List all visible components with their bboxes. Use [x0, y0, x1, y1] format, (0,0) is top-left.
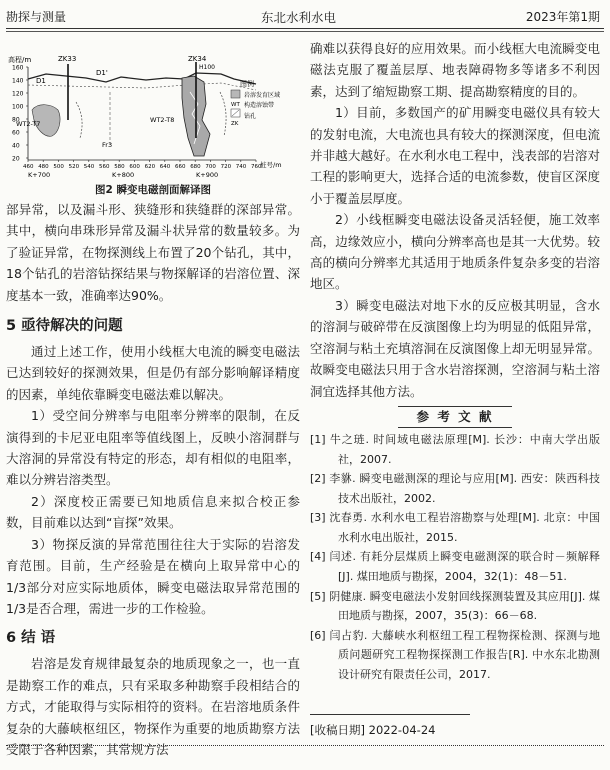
- reference-list: [310, 430, 600, 685]
- paragraph: 2）深度校正需要已知地质信息来拟合校正参数，目前难以达到“盲探”效果。: [6, 493, 300, 531]
- label-fr3: Fr3: [102, 141, 113, 149]
- reference-item: [2] 李貅. 瞬变电磁测深的理论与应用[M]. 西安：陕西科技技术出版社，2002.: [310, 472, 600, 505]
- label-h100: H100: [199, 64, 215, 71]
- x-tick-label: 460: [23, 164, 34, 170]
- y-tick-label: 60: [12, 129, 20, 137]
- y-tick-label: 80: [12, 116, 20, 124]
- x-tick-label: 600: [129, 164, 140, 170]
- label-wt2-t7: WT2-T7: [16, 120, 41, 128]
- legend-title: 图例: [240, 80, 254, 88]
- borehole-label-zk33: ZK33: [58, 55, 77, 63]
- received-date: [收稿日期] 2022-04-24: [310, 723, 436, 737]
- mileage-k700: K+700: [28, 171, 51, 179]
- reference-item: [1] 牛之琏. 时间域电磁法原理[M]. 长沙：中南大学出版社，2007.: [310, 432, 600, 466]
- header-journal: 东北水利水电: [261, 10, 337, 25]
- paragraph: 1）受空间分辨率与电阻率分辨率的限制，在反演得到的卡尼亚电阻率等值线图上，反映小溶洞群与大溶洞的异常没有特定的形态，却有相似的电阻率，难以分辨岩溶类型。: [6, 408, 300, 488]
- x-tick-label: 480: [38, 164, 49, 170]
- section-6-heading: 6 结 语: [6, 630, 56, 647]
- received-rule: [310, 714, 470, 715]
- reference-item: [4] 闫述. 有耗分层煤质上瞬变电磁测深的联合时－频解释[J]. 煤田地质与勘探，2004，32(1)：48－51.: [310, 550, 600, 584]
- x-tick-label: 660: [175, 164, 186, 170]
- legend-code-zk: ZK: [231, 121, 239, 127]
- running-header: [6, 2, 604, 30]
- paragraph: 通过上述工作，使用小线框大电流的瞬变电磁法已达到较好的探测效果，但是仍有部分影响解译精度的因素，单纯依靠瞬变电磁法难以解决。: [6, 344, 300, 402]
- reference-item: [3] 沈春勇. 水利水电工程岩溶勘察与处理[M]. 北京：中国水利水电出版社，2015.: [310, 511, 600, 544]
- y-tick-label: 100: [12, 103, 24, 111]
- x-tick-label: 520: [68, 164, 80, 170]
- left-column: [6, 199, 300, 760]
- borehole-label-zk34: ZK34: [188, 55, 207, 63]
- paragraph: 岩溶是发育规律最复杂的地质现象之一，也一直是勘察工作的难点，只有采取多种勘察手段相结合的方式，才能取得与实际相符的资料。在岩溶地质条件复杂的大藤峡枢纽区，物探作为重要的地质勘察方法受限于各种因素，其常规方法: [6, 656, 300, 757]
- y-tick-label: 160: [12, 64, 24, 72]
- label-d1: D1: [36, 77, 46, 85]
- tem-profile-figure: [6, 52, 300, 196]
- x-tick-label: 500: [53, 164, 64, 170]
- legend-karst-zone: 岩溶发育区域: [244, 92, 281, 99]
- reference-item: [6] 闫占豹. 大藤峡水利枢纽工程工程物探检测、探测与地质问题研究工程物探探测工作报告[R]. 中水东北勘测设计研究有限责任公司，2017.: [310, 628, 600, 682]
- header-section: 勘探与测量: [6, 10, 67, 24]
- paragraph: 2）小线框瞬变电磁法设备灵活轻便，施工效率高，边缘效应小，横向分辨率高也是其一大优势。较高的横向分辨率尤其适用于地质条件复杂多变的岩溶地区。: [310, 212, 600, 292]
- x-tick-label: 760: [251, 164, 262, 170]
- legend-code-wt: WT: [231, 102, 240, 108]
- paragraph: 3）瞬变电磁法对地下水的反应极其明显，含水的溶洞与破碎带在反演图像上均为明显的低阻异常，空溶洞与粘土充填溶洞在反演图像上却无明显异常。故瞬变电磁法只用于含水岩溶探测，空溶洞与粘土溶洞宜选择其他方法。: [310, 297, 600, 399]
- legend-structural-zone: 构造溶蚀带: [244, 102, 275, 109]
- y-tick-label: 40: [12, 142, 20, 150]
- x-tick-label: 580: [114, 164, 125, 170]
- y-axis-label: 高程/m: [8, 56, 32, 64]
- label-d1-prime: D1': [96, 69, 108, 77]
- header-rule-thin: [6, 31, 604, 32]
- header-rule: [6, 28, 604, 29]
- paragraph-continued: 确难以获得良好的应用效果。而小线框大电流瞬变电磁法克服了覆盖层厚、地表障碍物多等诸多不利因素，达到了缩短勘察工期、提高勘察精度的目的。: [310, 41, 600, 99]
- x-tick-label: 740: [235, 164, 247, 170]
- x-tick-label: 620: [144, 164, 156, 170]
- x-tick-label: 540: [83, 164, 95, 170]
- mileage-k900: K+900: [196, 171, 219, 179]
- bottom-dotted-rule: [6, 745, 604, 746]
- y-tick-label: 140: [12, 77, 24, 85]
- paragraph-continued: 部异常，以及漏斗形、狭缝形和狭缝群的深部异常。其中，横向串珠形异常及漏斗状异常的数量较多。为了验证异常，在物探测线上布置了20个钻孔，其中，18个钻孔的岩溶钻探结果与物探解译的岩溶位置、深度基本一致，准确率达90%。: [6, 202, 300, 303]
- x-tick-label: 560: [99, 164, 110, 170]
- y-tick-label: 20: [12, 155, 20, 163]
- x-tick-label: 700: [205, 164, 216, 170]
- y-tick-label: 120: [12, 90, 24, 98]
- x-tick-label: 640: [159, 164, 171, 170]
- right-column: [310, 38, 600, 685]
- references-heading: 参 考 文 献: [310, 404, 600, 430]
- legend-borehole: 钻孔: [244, 113, 257, 120]
- paragraph: 3）物探反演的异常范围往往大于实际的岩溶发育范围。目前，生产经验是在横向上取异常中心的1/3部分对应实际地质体，瞬变电磁法取异常范围的1/3是否合理，需进一步的工作检验。: [6, 536, 300, 616]
- reference-item: [5] 阴健康. 瞬变电磁法小发射回线探测装置及其应用[J]. 煤田地质与勘探，2007，35(3)：66－68.: [310, 589, 600, 623]
- section-5-heading: 5 亟待解决的问题: [6, 318, 123, 335]
- paragraph: 1）目前，多数国产的矿用瞬变电磁仪具有较大的发射电流，大电流也具有较大的探测深度，但电流并非越大越好。在水利水电工程中，浅表部的岩溶对工程的影响更大，选择合适的电流参数，使盲区深度小于覆盖层厚度。: [310, 105, 600, 206]
- mileage-k800: K+800: [112, 171, 135, 179]
- x-axis-label: 桩号/m: [260, 161, 282, 169]
- figure-caption: 图2 瞬变电磁剖面解译图: [95, 184, 211, 196]
- label-wt2-t8: WT2-T8: [150, 116, 175, 124]
- header-issue: 2023年第1期: [525, 10, 600, 24]
- x-tick-label: 720: [220, 164, 232, 170]
- x-tick-label: 680: [190, 164, 201, 170]
